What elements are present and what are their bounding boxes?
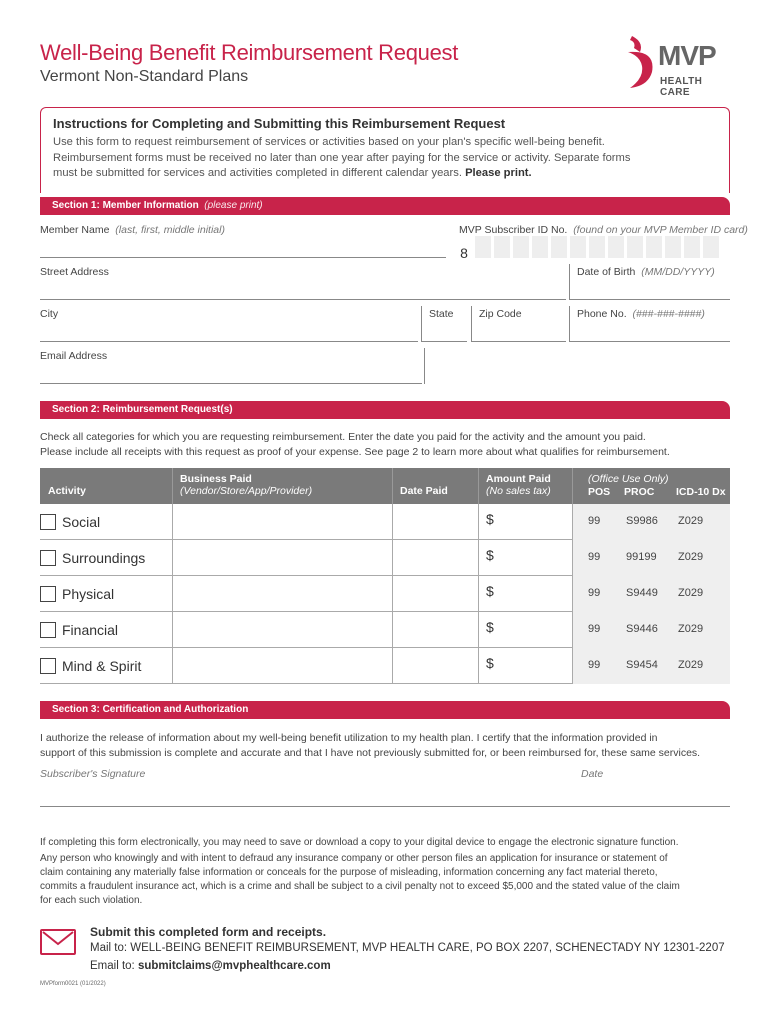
table-row (40, 504, 730, 540)
section3-line: I authorize the release of information about my well-being benefit utilization to my health plan. I certify that the information provided in (40, 732, 658, 744)
header-business: Business Paid (Vendor/Store/App/Provider) (180, 473, 313, 497)
icd-code: Z029 (678, 515, 704, 527)
date-paid-input[interactable] (393, 648, 478, 684)
header-office-note: (Office Use Only) (588, 473, 669, 485)
instructions-text (53, 135, 717, 182)
date-paid-input[interactable] (393, 504, 478, 540)
swoosh-icon (622, 32, 662, 90)
subscriber-id-prefix: 8 (456, 242, 472, 264)
zip-label: Zip Code (479, 308, 522, 320)
form-code: MVPform0021 (01/2022) (40, 981, 106, 987)
table-header (40, 468, 730, 504)
city-field[interactable] (40, 320, 418, 342)
instructions-line: Reimbursement forms must be received no later than one year after paying for the service or activity. Separate forms (53, 151, 631, 164)
email-field[interactable] (40, 362, 422, 384)
activity-label: Surroundings (62, 550, 146, 566)
section3-header: Section 3: Certification and Authorization (40, 701, 730, 719)
email-to: Email to: submitclaims@mvphealthcare.com (90, 960, 331, 972)
phone-label: Phone No. (###-###-####) (577, 308, 705, 320)
icd-code: Z029 (678, 551, 704, 563)
fraud-notice: Any person who knowingly and with intent to defraud any insurance company or other person files an application for insurance or statement of claim containing any materially false information or conceals for the purpose of misleading, information concerning any fact material thereto, commits a fraudulent insurance act, which is a crime and shall be subject to a civil penalty not to exceed $5,000 and the stated value of the claim for each such violation. (40, 853, 680, 906)
logo-subtext: HEALTH CARE (660, 76, 703, 98)
currency-symbol[interactable]: $ (486, 547, 494, 563)
header-proc: PROC (624, 486, 655, 498)
pos-code: 99 (588, 587, 601, 599)
section3-line: support of this submission is complete and accurate and that I have not previously submitted for, or been reimbursed for, these same services. (40, 747, 701, 759)
icd-code: Z029 (678, 623, 704, 635)
activity-label: Social (62, 514, 101, 530)
zip-field[interactable] (471, 320, 566, 342)
icd-code: Z029 (678, 587, 704, 599)
street-label: Street Address (40, 266, 109, 278)
currency-symbol[interactable]: $ (486, 583, 494, 599)
mail-icon (40, 929, 76, 955)
currency-symbol[interactable]: $ (486, 511, 494, 527)
email-link[interactable]: submitclaims@mvphealthcare.com (137, 960, 331, 972)
header-pos: POS (588, 486, 611, 498)
date-paid-input[interactable] (393, 540, 478, 576)
electronic-note: If completing this form electronically, you may need to save or download a copy to your digital device to engage the electronic signature function. (40, 837, 679, 848)
pos-code: 99 (588, 623, 601, 635)
instructions-line: must be submitted for services and activities completed in different calendar years. Please print. (53, 167, 532, 179)
activity-checkbox[interactable] (40, 514, 56, 530)
instructions-line: Use this form to request reimbursement of services or activities based on your plan's specific well-being benefit. (53, 136, 605, 148)
page-subtitle: Vermont Non-Standard Plans (40, 68, 249, 85)
activity-checkbox[interactable] (40, 622, 56, 638)
dob-field[interactable] (569, 278, 730, 300)
currency-symbol[interactable]: $ (486, 619, 494, 635)
proc-code: S9986 (626, 515, 658, 527)
page-title: Well-Being Benefit Reimbursement Request (40, 40, 459, 65)
icd-code: Z029 (678, 659, 704, 671)
pos-code: 99 (588, 515, 601, 527)
business-paid-input[interactable] (173, 648, 392, 684)
header-icd: ICD-10 Dx (676, 486, 726, 498)
submit-title: Submit this completed form and receipts. (90, 925, 327, 939)
activity-checkbox[interactable] (40, 550, 56, 566)
pos-code: 99 (588, 551, 601, 563)
date-label: Date (581, 768, 604, 780)
business-paid-input[interactable] (173, 576, 392, 612)
table-row (40, 576, 730, 612)
section2-instructions (40, 430, 670, 460)
instructions-box (40, 107, 730, 193)
proc-code: S9449 (626, 587, 658, 599)
pos-code: 99 (588, 659, 601, 671)
section2-header: Section 2: Reimbursement Request(s) (40, 401, 730, 419)
logo-text: MVP (658, 40, 716, 71)
date-paid-input[interactable] (393, 576, 478, 612)
subscriber-id-label: MVP Subscriber ID No. (found on your MVP Member ID card) (459, 224, 748, 236)
business-paid-input[interactable] (173, 504, 392, 540)
section1-header (40, 197, 730, 215)
header-activity: Activity (48, 485, 86, 497)
phone-field[interactable] (569, 320, 730, 342)
proc-code: S9446 (626, 623, 658, 635)
section1-note: (please print) (204, 200, 263, 211)
member-name-label: Member Name (last, first, middle initial) (40, 224, 225, 236)
street-field[interactable] (40, 278, 566, 300)
table-row (40, 648, 730, 684)
business-paid-input[interactable] (173, 540, 392, 576)
mvp-logo (622, 32, 734, 98)
state-label: State (429, 308, 454, 320)
section2-line: Please include all receipts with this request as proof of your expense. See page 2 to learn more about what qualifies for reimbursement. (40, 446, 670, 458)
please-print: Please print. (465, 167, 532, 179)
proc-code: 99199 (626, 551, 657, 563)
section1-title: Section 1: Member Information (52, 200, 199, 211)
activity-checkbox[interactable] (40, 586, 56, 602)
subscriber-id-field[interactable] (456, 236, 732, 260)
activity-label: Mind & Spirit (62, 658, 142, 674)
business-paid-input[interactable] (173, 612, 392, 648)
currency-symbol[interactable]: $ (486, 655, 494, 671)
header-amount: Amount Paid (No sales tax) (486, 473, 551, 497)
activity-label: Physical (62, 586, 115, 602)
activity-checkbox[interactable] (40, 658, 56, 674)
date-paid-input[interactable] (393, 612, 478, 648)
table-row (40, 612, 730, 648)
signature-label: Subscriber's Signature (40, 768, 146, 780)
mail-to: Mail to: WELL-BEING BENEFIT REIMBURSEMENT, MVP HEALTH CARE, PO BOX 2207, SCHENECTADY NY 12301-2207 (90, 942, 725, 954)
signature-line[interactable] (40, 806, 730, 807)
section2-line: Check all categories for which you are requesting reimbursement. Enter the date you paid for the activity and the amount you paid. (40, 431, 646, 443)
divider (424, 348, 425, 384)
member-name-field[interactable] (40, 236, 446, 258)
proc-code: S9454 (626, 659, 658, 671)
city-label: City (40, 308, 59, 320)
table-row (40, 540, 730, 576)
header-date-paid: Date Paid (400, 485, 448, 497)
state-field[interactable] (421, 320, 467, 342)
section3-text (40, 731, 700, 761)
dob-label: Date of Birth (MM/DD/YYYY) (577, 266, 715, 278)
instructions-title: Instructions for Completing and Submitting this Reimbursement Request (53, 116, 506, 131)
activity-label: Financial (62, 622, 119, 638)
email-label: Email Address (40, 350, 108, 362)
